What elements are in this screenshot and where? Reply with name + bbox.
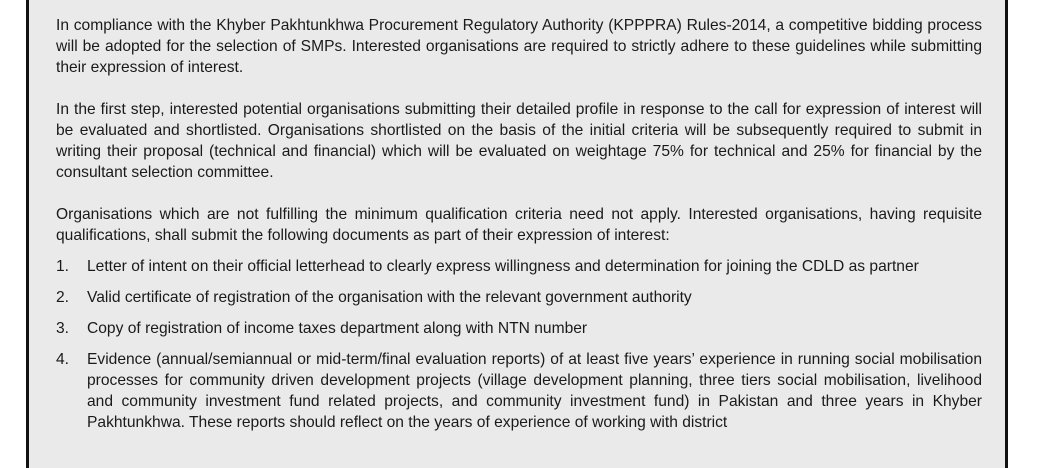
paragraph-first-step: In the first step, interested potential organisations submitting their detailed profile in response to the call for expression of interest will be evaluated and shortlisted. Organisations shortlisted on the basis of the initial criteria will be subsequently required to submit in writing their proposal (technical and financial) which will be evaluated on weightage 75% for technical and 25% for financial by the consultant selection committee.	[56, 101, 982, 181]
list-item	[56, 287, 982, 308]
list-item-text: Valid certificate of registration of the organisation with the relevant government authority	[87, 289, 692, 306]
paragraph-compliance: In compliance with the Khyber Pakhtunkhwa Procurement Regulatory Authority (KPPPRA) Rules-2014, a competitive bidding process will be adopted for the selection of SMPs. Interested organisations are required to strictly adhere to these guidelines while submitting their expression of interest.	[56, 17, 982, 76]
list-item-number: 1.	[56, 258, 70, 275]
list-item-number: 4.	[56, 351, 70, 368]
paragraph-qualification: Organisations which are not fulfilling the minimum qualification criteria need not apply. Interested organisations, having requisite qualifications, shall submit the following documents as part of their expression of interest:	[56, 206, 982, 244]
list-item-text: Evidence (annual/semiannual or mid-term/final evaluation reports) of at least five years’ experience in running social mobilisation processes for community driven development projects (village development planning, three tiers social mobilisation, livelihood and community investment fund related projects, and community investment fund) in Pakistan and three years in Khyber Pakhtunkhwa. These reports should reflect on the years of experience of working with district	[87, 351, 982, 431]
list-item	[56, 349, 982, 433]
list-item-text: Copy of registration of income taxes department along with NTN number	[87, 320, 588, 337]
requirements-list	[56, 256, 982, 433]
list-item	[56, 256, 982, 277]
list-item	[56, 318, 982, 339]
list-item-number: 3.	[56, 320, 70, 337]
document-content	[56, 15, 982, 443]
list-item-text: Letter of intent on their official letterhead to clearly express willingness and determination for joining the CDLD as partner	[87, 258, 919, 275]
list-item-number: 2.	[56, 289, 70, 306]
